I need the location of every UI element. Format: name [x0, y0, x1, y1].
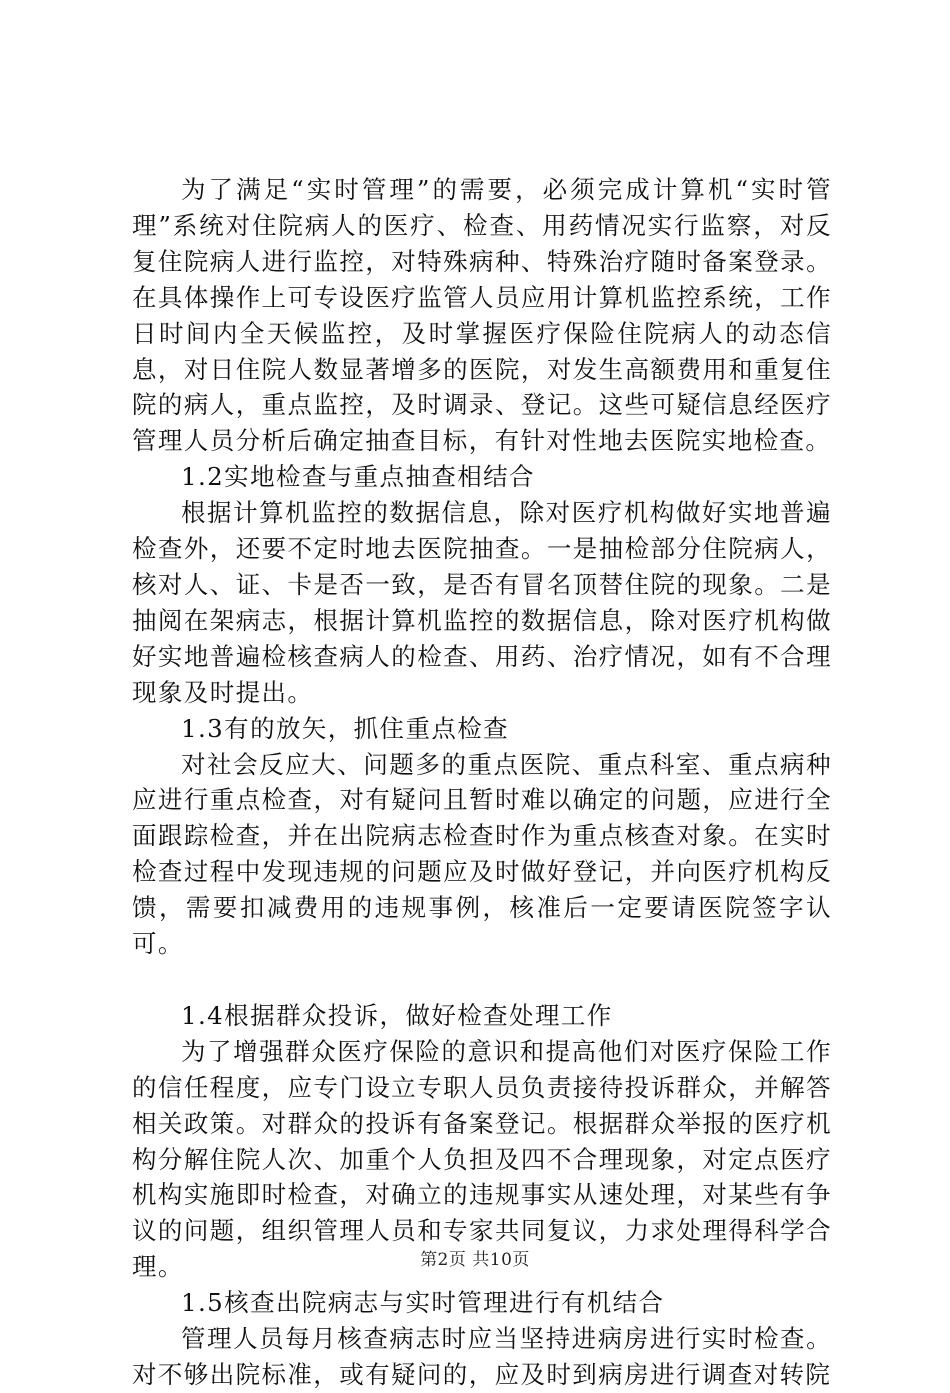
section-heading-1-4: 1.4根据群众投诉，做好检查处理工作: [181, 1000, 613, 1030]
section-heading-1-2: 1.2实地检查与重点抽查相结合: [181, 462, 535, 492]
paragraph-onsite-inspection: 根据计算机监控的数据信息，除对医疗机构做好实地普遍检查外，还要不定时地去医院抽查。一是抽检部分住院病人，核对人、证、卡是否一致，是否有冒名顶替住院的现象。二是抽阅在架病志，根据计算机监控的数据信息，除对医疗机构做好实地普遍检核查病人的检查、用药、治疗情况，如有不合理现象及时提出。: [132, 498, 832, 707]
paragraph-key-inspection: 对社会反应大、问题多的重点医院、重点科室、重点病种应进行重点检查，对有疑问且暂时难以确定的问题，应进行全面跟踪检查，并在出院病志检查时作为重点核查对象。在实时检查过程中发现违规的问题应及时做好登记，并向医疗机构反馈，需要扣减费用的违规事例，核准后一定要请医院签字认可。: [132, 749, 832, 959]
section-heading-1-5: 1.5核查出院病志与实时管理进行有机结合: [181, 1288, 665, 1318]
section-heading-1-3: 1.3有的放矢，抓住重点检查: [181, 713, 510, 743]
document-body: [132, 172, 832, 1393]
paragraph-discharge-record-check: 管理人员每月核查病志时应当坚持进病房进行实时检查。对不够出院标准，或有疑问的，应及时到病房进行调查对转院: [132, 1324, 832, 1389]
paragraph-spacer: [132, 962, 832, 998]
paragraph-complaint-handling: 为了增强群众医疗保险的意识和提高他们对医疗保险工作的信任程度，应专门设立专职人员负责接待投诉群众，并解答相关政策。对群众的投诉有备案登记。根据群众举报的医疗机构分解住院人次、加重个人负担及四不合理现象，对定点医疗机构实施即时检查，对确立的违规事实从速处理，对某些有争议的问题，组织管理人员和专家共同复议，力求处理得科学合理。: [132, 1036, 832, 1282]
page-number-footer: 第2页 共10页: [420, 1250, 530, 1270]
paragraph-realtime-management: 为了满足“实时管理”的需要，必须完成计算机“实时管理”系统对住院病人的医疗、检查、用药情况实行监察，对反复住院病人进行监控，对特殊病种、特殊治疗随时备案登录。在具体操作上可专设医疗监管人员应用计算机监控系统，工作日时间内全天候监控，及时掌握医疗保险住院病人的动态信息，对日住院人数显著增多的医院，对发生高额费用和重复住院的病人，重点监控，及时调录、登记。这些可疑信息经医疗管理人员分析后确定抽查目标，有针对性地去医院实地检查。: [132, 175, 832, 456]
